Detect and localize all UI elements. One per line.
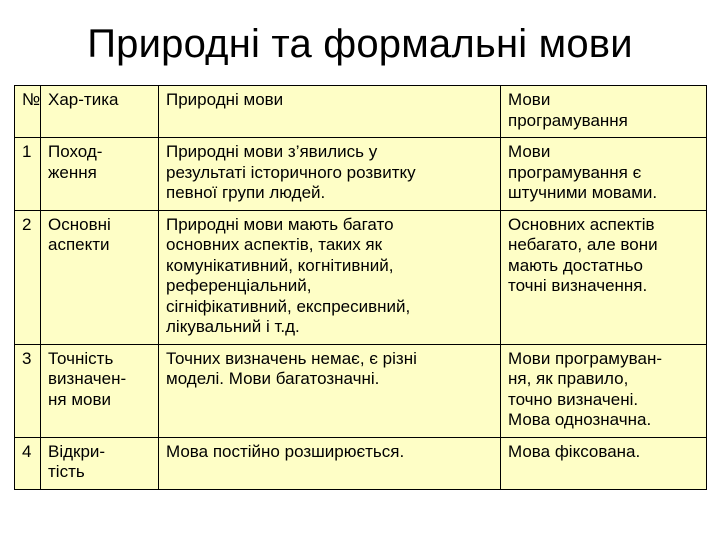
programming-line: Мова однозначна. xyxy=(508,410,652,429)
natural-line: комунікативний, когнітивний, xyxy=(166,255,394,275)
programming-line: точно визначені. xyxy=(508,389,639,409)
row-num-text: 2 xyxy=(22,214,32,234)
row-num xyxy=(15,344,41,437)
natural-line: результаті історичного розвитку xyxy=(166,162,416,182)
row-programming xyxy=(501,344,707,437)
natural-line: певної групи людей. xyxy=(166,183,326,202)
table-row xyxy=(15,138,707,211)
row-natural xyxy=(159,210,501,344)
page-title: Природні та формальні мови xyxy=(87,22,633,66)
natural-line: моделі. Мови багатозначні. xyxy=(166,369,380,388)
table-row xyxy=(15,210,707,344)
programming-line: Мови xyxy=(508,142,551,161)
row-natural xyxy=(159,138,501,211)
programming-line: небагато, але вони xyxy=(508,235,658,254)
row-num-text: 4 xyxy=(22,441,32,461)
row-characteristic xyxy=(41,437,159,489)
header-characteristic-text: Хар-тика xyxy=(48,90,119,109)
table-row xyxy=(15,344,707,437)
header-cell-characteristic xyxy=(41,86,159,138)
header-cell-programming xyxy=(501,86,707,138)
programming-line: програмування є xyxy=(508,162,642,182)
header-natural-text: Природні мови xyxy=(166,90,284,109)
natural-line: лікувальний і т.д. xyxy=(166,317,300,336)
row-programming xyxy=(501,138,707,211)
natural-line: сігніфікативний, експресивний, xyxy=(166,296,411,316)
row-num xyxy=(15,138,41,211)
characteristic-line: Точність xyxy=(48,348,114,368)
natural-line: Точних визначень немає, є різні xyxy=(166,348,417,368)
programming-line: ня, як правило, xyxy=(508,369,629,388)
programming-line: Мови програмуван- xyxy=(508,348,663,368)
natural-line: Природні мови мають багато xyxy=(166,214,394,234)
row-num-text: 1 xyxy=(22,142,32,161)
row-characteristic xyxy=(41,344,159,437)
row-num-text: 3 xyxy=(22,348,32,368)
characteristic-line: Відкри- xyxy=(48,441,106,461)
characteristic-line: аспекти xyxy=(48,235,110,254)
header-cell-natural xyxy=(159,86,501,138)
header-num-text: № xyxy=(22,90,41,109)
natural-line: Мова постійно розширюється. xyxy=(166,441,405,461)
programming-line: мають достатньо xyxy=(508,255,643,275)
table-row xyxy=(15,437,707,489)
header-cell-num xyxy=(15,86,41,138)
row-num xyxy=(15,210,41,344)
characteristic-line: Основні xyxy=(48,214,111,234)
row-natural xyxy=(159,344,501,437)
programming-line: точні визначення. xyxy=(508,276,648,295)
row-characteristic xyxy=(41,210,159,344)
characteristic-line: ня мови xyxy=(48,389,111,409)
row-num xyxy=(15,437,41,489)
natural-line: основних аспектів, таких як xyxy=(166,235,383,254)
table-header-row xyxy=(15,86,707,138)
natural-line: референціальний, xyxy=(166,276,312,295)
row-natural xyxy=(159,437,501,489)
characteristic-line: визначен- xyxy=(48,369,127,388)
characteristic-line: ження xyxy=(48,162,97,182)
programming-line: Мова фіксована. xyxy=(508,441,641,461)
row-programming xyxy=(501,210,707,344)
characteristic-line: Поход- xyxy=(48,142,103,161)
row-programming xyxy=(501,437,707,489)
programming-line: Основних аспектів xyxy=(508,214,655,234)
header-programming-line: Мови xyxy=(508,90,551,109)
comparison-table xyxy=(14,85,707,490)
header-programming-line: програмування xyxy=(508,110,628,130)
programming-line: штучними мовами. xyxy=(508,183,658,202)
natural-line: Природні мови з’явились у xyxy=(166,142,378,161)
characteristic-line: тість xyxy=(48,462,85,481)
row-characteristic xyxy=(41,138,159,211)
